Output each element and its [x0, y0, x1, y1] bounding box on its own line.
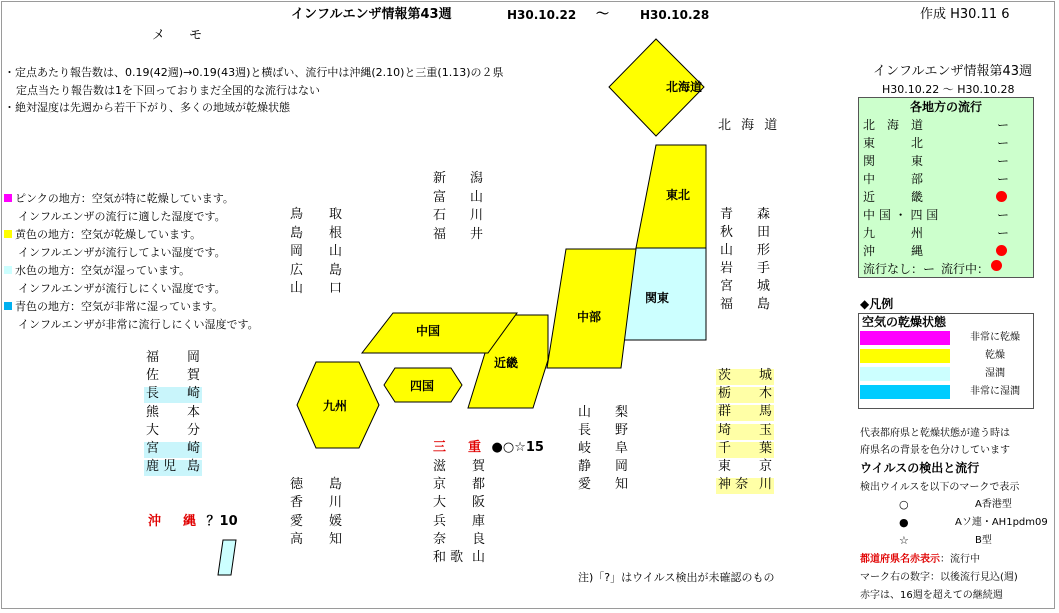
status-row — [859, 152, 1033, 170]
legend-yellow-line2: インフルエンザが流行してよい湿度です。 — [18, 246, 226, 259]
created-date: 作成 H30.11 6 — [920, 7, 1010, 22]
prefecture-char-first: 富 — [433, 189, 447, 205]
prefecture-char-first: 静 — [578, 459, 592, 474]
prefecture-char-last: 田 — [756, 225, 770, 240]
virus-mark-label: B型 — [975, 535, 992, 546]
prefecture-label — [288, 496, 344, 512]
virus-mark-label: A香港型 — [975, 499, 1012, 510]
virus-mark-label: Aソ連・AH1pdm09 — [955, 517, 1048, 528]
prefecture-char-first: 鳥 — [290, 207, 304, 222]
prefecture-label — [288, 533, 344, 549]
prefecture-label — [288, 227, 344, 243]
prefecture-label — [716, 460, 774, 476]
status-rows — [859, 116, 1033, 260]
status-footer-none: 流行なし：ー — [863, 262, 936, 276]
region-okinawa-shape — [218, 540, 236, 575]
prefecture-char-last: 手 — [756, 261, 770, 276]
prefecture-label — [718, 244, 772, 260]
status-footer — [859, 260, 1033, 278]
prefecture-char-last: 梨 — [614, 405, 628, 420]
status-value: ー — [996, 172, 1009, 186]
prefecture-char-last: 川 — [758, 477, 772, 493]
prefecture-char-first: 石 — [433, 208, 447, 223]
panel-dates: H30.10.22 ～ H30.10.28 — [882, 83, 1015, 96]
prefecture-char-last: 岡 — [614, 459, 628, 474]
prefecture-char-last: 玉 — [758, 422, 772, 438]
status-row — [859, 170, 1033, 188]
prefecture-char-first: 和 歌 — [433, 550, 464, 565]
status-region-name: 沖 縄 — [863, 244, 924, 258]
prefecture-label — [431, 496, 487, 512]
prefecture-char-last: 都 — [471, 477, 485, 493]
region-kinki-label: 近畿 — [494, 356, 519, 370]
legend-title: ◆凡例 — [860, 297, 894, 311]
prefecture-char-first: 宮 — [720, 279, 734, 294]
memo-line-1: ・定点あたり報告数は、0.19(42週)→0.19(43週)と横ばい、流行中は沖縄(2.10)と三重(1.13)の２県 — [4, 66, 504, 79]
rep-note-line2: 府県名の背景を色分けしています — [860, 445, 1010, 456]
prefecture-label — [716, 442, 774, 458]
prefecture-char-last: 馬 — [758, 404, 772, 420]
prefecture-label — [431, 191, 485, 207]
prefecture-label — [718, 280, 772, 296]
virus-title: ウイルスの検出と流行 — [860, 461, 980, 475]
prefecture-label — [288, 478, 344, 494]
prefecture-char-last: 川 — [328, 495, 342, 511]
prefecture-char-last: 口 — [328, 281, 342, 296]
mie-char-2: 重 — [467, 440, 481, 455]
virus-mark-symbol: ● — [899, 516, 909, 529]
prefecture-label — [718, 226, 772, 242]
virus-mark-symbol: ○ — [899, 498, 909, 511]
prefecture-label — [431, 551, 487, 567]
prefecture-char-first: 長 — [146, 386, 160, 402]
prefecture-label — [716, 369, 774, 385]
prefecture-char-first: 秋 — [720, 225, 734, 240]
swatch-color — [860, 385, 950, 399]
swatch-label: 非常に湿潤 — [970, 386, 1020, 397]
prefecture-char-first: 香 — [290, 495, 304, 511]
prefecture-char-first: 埼 — [718, 422, 732, 438]
status-value: ー — [996, 154, 1009, 168]
prefecture-label — [288, 208, 344, 224]
prefecture-label — [144, 369, 202, 385]
region-kyushu-label: 九州 — [323, 399, 348, 413]
prefecture-char-last: 知 — [614, 477, 628, 492]
prefecture-char-first: 滋 — [433, 459, 447, 474]
status-row — [859, 134, 1033, 152]
okinawa-char-1: 沖 — [148, 514, 162, 529]
legend-blue-line1: 青色の地方：空気が非常に湿っています。 — [15, 300, 224, 313]
prefecture-label — [431, 533, 487, 549]
prefecture-char-last: 野 — [614, 423, 628, 438]
virus-subtitle: 検出ウイルスを以下のマークで表示 — [860, 482, 1020, 493]
memo-line-2: 定点当たり報告数は1を下回っておりまだ全国的な流行はない — [16, 84, 320, 97]
prefecture-label — [716, 424, 774, 440]
prefecture-char-first: 兵 — [433, 513, 447, 529]
prefecture-char-first: 広 — [290, 262, 304, 278]
prefecture-char-first: 青 — [720, 207, 734, 222]
mie-virus-marks: ●○☆15 — [491, 440, 544, 455]
prefecture-char-last: 賀 — [186, 368, 200, 384]
prefecture-char-first: 新 — [433, 171, 447, 186]
status-value: ー — [996, 118, 1009, 132]
prefecture-char-first: 大 — [146, 422, 160, 438]
status-value: ー — [996, 136, 1009, 150]
prefecture-char-last: 知 — [328, 531, 342, 547]
prefecture-char-last: 根 — [328, 225, 342, 241]
status-region-name: 関 東 — [863, 154, 924, 168]
status-region-name: 北 海 道 — [863, 118, 924, 132]
status-row — [859, 116, 1033, 134]
red-char-note: 赤字は、16週を超えての継続週 — [860, 590, 1003, 601]
date-tilde: ～ — [596, 7, 610, 22]
prefecture-char-last: 京 — [758, 459, 772, 474]
prefecture-char-first: 神 奈 — [718, 477, 749, 493]
prefecture-char-first: 福 — [720, 297, 734, 312]
prefecture-char-last: 山 — [328, 244, 342, 259]
date-to: H30.10.28 — [640, 8, 710, 22]
prefecture-char-last: 崎 — [186, 386, 200, 402]
status-box-heading: 各地方の流行 — [909, 100, 982, 114]
prefecture-char-last: 阪 — [471, 495, 485, 511]
prefecture-char-first: 栃 — [718, 386, 732, 402]
prefecture-char-first: 熊 — [146, 404, 160, 420]
prefecture-char-last: 葉 — [758, 440, 772, 456]
prefecture-char-last: 媛 — [328, 513, 342, 529]
prefecture-char-first: 群 — [718, 404, 732, 420]
prefecture-label — [718, 298, 772, 314]
memo-label: メ モ — [152, 28, 213, 43]
air-legend-title: 空気の乾燥状態 — [862, 315, 947, 329]
prefecture-char-first: 山 — [720, 243, 734, 258]
prefecture-char-last: 分 — [186, 422, 200, 438]
prefecture-char-first: 徳 — [290, 477, 304, 492]
swatch-color — [860, 331, 950, 345]
prefecture-char-last: 島 — [756, 297, 770, 312]
status-value: ー — [996, 208, 1009, 222]
prefecture-char-last: 城 — [758, 368, 772, 383]
prefecture-label — [288, 282, 344, 298]
prefecture-label — [718, 208, 772, 224]
prefecture-char-first: 鹿 児 — [146, 459, 177, 475]
regional-status-box — [858, 97, 1034, 278]
prefecture-label — [576, 406, 630, 422]
report-title: インフルエンザ情報第43週 — [291, 7, 452, 22]
prefecture-char-last: 賀 — [471, 459, 485, 474]
prefecture-label — [576, 424, 630, 440]
red-label: 都道府県名赤表示 — [860, 554, 940, 565]
prefecture-label — [144, 351, 202, 367]
prefecture-label — [144, 442, 202, 458]
status-region-name: 近 畿 — [863, 190, 924, 204]
mie-prefecture — [433, 441, 544, 455]
region-chugoku-label: 中国 — [416, 324, 441, 338]
prefecture-char-last: 潟 — [469, 171, 483, 186]
status-value: ー — [996, 226, 1009, 240]
prefecture-char-last: 山 — [471, 550, 485, 565]
status-row — [859, 224, 1033, 242]
prefecture-label — [576, 442, 630, 458]
hokkaido-pref-label: 北 海 道 — [718, 118, 781, 133]
prefecture-char-first: 山 — [578, 405, 592, 420]
region-chubu-label: 中部 — [577, 310, 602, 324]
prefecture-char-first: 福 — [433, 226, 447, 242]
red-label-line — [860, 553, 980, 567]
prefecture-char-first: 茨 — [718, 368, 732, 383]
swatch-color — [860, 349, 950, 363]
region-kanto-label: 関東 — [645, 291, 670, 305]
virus-mark-symbol: ☆ — [899, 534, 909, 547]
memo-line-3: ・絶対湿度は先週から若干下がり、多くの地域が乾燥状態 — [4, 101, 290, 114]
okinawa-prefecture — [148, 515, 238, 529]
active-dot-icon — [996, 245, 1007, 256]
prefecture-char-last: 川 — [469, 208, 483, 223]
status-row — [859, 206, 1033, 224]
legend-cyan-line2: インフルエンザが流行しにくい湿度です。 — [18, 282, 226, 295]
prefecture-char-last: 島 — [328, 262, 342, 278]
unconfirmed-note: 注)「?」はウイルス検出が未確認のもの — [578, 571, 775, 584]
region-hokkaido-label: 北海道 — [666, 80, 703, 94]
prefecture-char-first: 東 — [718, 459, 732, 474]
prefecture-char-first: 福 — [146, 350, 160, 365]
prefecture-label — [576, 478, 630, 494]
status-region-name: 中 部 — [863, 172, 924, 186]
okinawa-char-2: 縄 — [182, 514, 196, 529]
prefecture-label — [431, 460, 487, 476]
swatch-label: 乾燥 — [985, 350, 1005, 361]
status-row — [859, 242, 1033, 260]
prefecture-char-last: 島 — [328, 477, 342, 492]
red-label-tail: ：流行中 — [940, 554, 980, 565]
prefecture-char-last: 山 — [469, 189, 483, 205]
legend-yellow-line1: 黄色の地方：空気が乾燥しています。 — [15, 228, 202, 241]
prefecture-label — [144, 460, 202, 476]
prefecture-label — [288, 264, 344, 280]
legend-cyan-line1: 水色の地方：空気が湿っています。 — [15, 264, 191, 277]
active-dot-icon — [991, 260, 1002, 271]
prefecture-char-last: 岡 — [186, 350, 200, 365]
prefecture-char-first: 長 — [578, 423, 592, 438]
region-shikoku-label: 四国 — [410, 379, 435, 393]
prefecture-char-first: 愛 — [578, 477, 592, 492]
prefecture-char-last: 良 — [471, 531, 485, 547]
prefecture-char-first: 岡 — [290, 244, 304, 259]
swatch-label: 湿潤 — [985, 368, 1005, 379]
prefecture-char-last: 形 — [756, 243, 770, 258]
prefecture-label — [144, 406, 202, 422]
prefecture-char-last: 崎 — [186, 441, 200, 456]
swatch-label: 非常に乾燥 — [970, 332, 1020, 343]
okinawa-virus-marks: ？10 — [206, 514, 238, 529]
prefecture-char-last: 阜 — [614, 441, 628, 456]
legend-blue-line2: インフルエンザが非常に流行しにくい湿度です。 — [18, 318, 259, 331]
prefecture-char-first: 愛 — [290, 513, 304, 529]
region-chubu-shape — [547, 249, 636, 368]
status-region-name: 東 北 — [863, 136, 924, 150]
prefecture-char-last: 島 — [186, 459, 200, 475]
rep-note-line1: 代表都府県と乾燥状態が違う時は — [860, 428, 1010, 439]
swatch-color — [860, 367, 950, 381]
panel-title: インフルエンザ情報第43週 — [873, 64, 1033, 79]
prefecture-char-first: 千 — [718, 440, 732, 456]
prefecture-char-last: 井 — [469, 226, 483, 242]
mark-number-note: マーク右の数字：以後流行見込(週) — [860, 572, 1018, 583]
prefecture-label — [716, 405, 774, 421]
prefecture-label — [431, 478, 487, 494]
prefecture-char-last: 森 — [756, 207, 770, 222]
legend-pink-line1: ピンクの地方：空気が特に乾燥しています。 — [15, 192, 234, 205]
status-row — [859, 188, 1033, 206]
prefecture-label — [431, 515, 487, 531]
prefecture-char-last: 取 — [328, 207, 342, 222]
active-dot-icon — [996, 191, 1007, 202]
prefecture-char-last: 庫 — [471, 513, 485, 529]
prefecture-char-last: 本 — [186, 404, 200, 420]
prefecture-char-first: 大 — [433, 495, 447, 511]
prefecture-char-last: 木 — [758, 386, 772, 402]
status-region-name: 中 国 ・ 四 国 — [863, 208, 939, 222]
prefecture-label — [288, 245, 344, 261]
date-from: H30.10.22 — [507, 8, 577, 22]
prefecture-char-first: 高 — [290, 531, 304, 547]
prefecture-char-first: 宮 — [146, 441, 160, 456]
prefecture-char-first: 山 — [290, 281, 304, 296]
prefecture-char-first: 奈 — [433, 531, 447, 547]
prefecture-label — [431, 172, 485, 188]
region-tohoku-label: 東北 — [666, 188, 691, 202]
prefecture-char-first: 佐 — [146, 368, 160, 384]
prefecture-label — [718, 262, 772, 278]
prefecture-label — [144, 424, 202, 440]
status-footer-active: 流行中： — [941, 262, 990, 276]
prefecture-label — [716, 478, 774, 494]
prefecture-label — [144, 387, 202, 403]
status-region-name: 九 州 — [863, 226, 924, 240]
prefecture-char-first: 島 — [290, 225, 304, 241]
prefecture-char-first: 岐 — [578, 441, 592, 456]
prefecture-label — [576, 460, 630, 476]
prefecture-char-first: 岩 — [720, 261, 734, 276]
prefecture-label — [716, 387, 774, 403]
prefecture-char-last: 城 — [756, 279, 770, 294]
mie-char-1: 三 — [433, 440, 447, 455]
prefecture-label — [431, 209, 485, 225]
legend-pink-line2: インフルエンザの流行に適した湿度です。 — [18, 210, 226, 223]
prefecture-label — [288, 515, 344, 531]
prefecture-label — [431, 228, 485, 244]
prefecture-char-first: 京 — [433, 477, 447, 493]
